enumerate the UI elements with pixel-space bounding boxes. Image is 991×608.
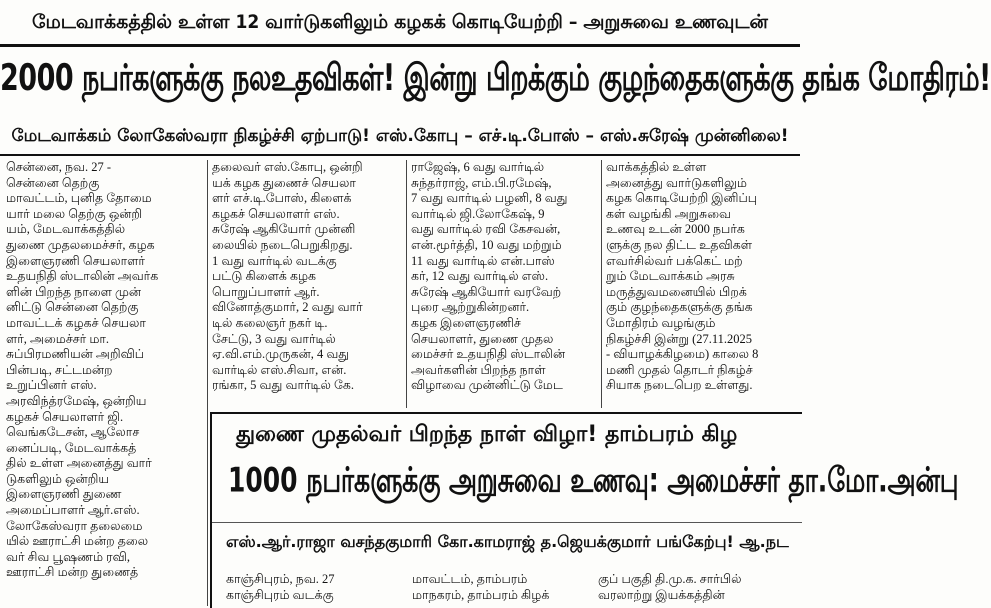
text-line: பொறுப்பாளர் ஆர். [212, 284, 320, 299]
text-line: வரலாற்று இயக்கத்தின் [598, 587, 725, 602]
text-line: லோகேஸ்வரா தலைமை [6, 518, 143, 533]
text-line: உணவு உடன் 2000 நபர்க [606, 222, 745, 237]
text-line: மாநகரம், தாம்பரம் கிழக் [412, 587, 550, 602]
article-column-2 [212, 160, 402, 408]
text-line: செயலாளர், துணை முதல [411, 331, 554, 346]
text-line: யம், மேடவாக்கத்தில் [6, 222, 126, 237]
text-line: மருத்துவமனையில் பிறக் [606, 284, 747, 299]
second-story-banner: 1000 நபர்களுக்கு அறுசுவை உணவு: அமைச்சர் தா.மோ.அன்பு [228, 460, 959, 500]
deck-headline: மேடவாக்கம் லோகேஸ்வரா நிகழ்ச்சி ஏற்பாடு! எஸ்.கோபு – எச்.டி.போஸ் – எஸ்.சுரேஷ் முன்னிலை! [0, 118, 800, 156]
second-story-kicker: துணை முதல்வர் பிறந்த நாள் விழா! தாம்பரம் கிழ [236, 422, 738, 447]
text-line: - வியாழக்கிழமை) காலை 8 [606, 347, 759, 362]
text-line: என்.மூர்த்தி, 10 வது மற்றும் [411, 237, 562, 252]
text-line: புரை ஆற்றுகின்றனர். [411, 300, 530, 315]
text-line: அனைத்து வார்டுகளிலும் [606, 175, 747, 190]
divider [212, 522, 802, 523]
text-line: சுரேஷ் ஆகியோர் வரவேற் [411, 284, 562, 299]
text-line: கள் வழங்கி அறுசுவை [606, 206, 732, 221]
text-line: வர் சிவ பூஷணம் ரவி, [6, 549, 130, 564]
article-column-4 [606, 160, 796, 408]
text-line: சுரேஷ் ஆகியோர் முன்னி [212, 222, 356, 237]
second-story-column-2 [412, 572, 592, 603]
text-line: சென்னை, நவ. 27 - [6, 160, 111, 174]
text-line: அமைப்பாளர் ஆர்.எஸ். [6, 503, 140, 518]
text-line: 7 வது வார்டில் பழனி, 8 வது [411, 191, 568, 206]
banner-headline: 2000 நபர்களுக்கு நலஉதவிகள்! இன்று பிறக்கும் குழந்தைகளுக்கு தங்க மோதிரம்! [0, 57, 991, 100]
text-line: ஊராட்சி மன்ற துணைத் [6, 565, 139, 580]
column-rule [207, 160, 208, 606]
text-line: னைப்படி, மேடவாக்கத் [6, 440, 137, 455]
text-line: கும் குழந்தைகளுக்கு தங்க [606, 300, 753, 315]
text-line: கழகச் செயலாளர் எஸ். [212, 206, 340, 221]
text-line: சேட்டு, 3 வது வார்டில் [212, 331, 336, 346]
column-rule [601, 160, 602, 408]
article-column-3 [411, 160, 597, 408]
column-rule [406, 160, 407, 408]
text-line: மாவட்டம், புனித தோமை [6, 191, 152, 206]
text-line: கழக கொடியேற்றி இனிப்பு [606, 191, 758, 206]
text-line: வார்டில் ஜி.லோகேஷ், 9 [411, 206, 545, 221]
text-line: எவர்சில்வர் பக்கெட் மற் [606, 253, 743, 268]
text-line: அரவிந்த்ரமேஷ், ஒன்றிய [6, 393, 147, 408]
text-line: சியாக நடைபெற உள்ளது. [606, 378, 753, 393]
text-line: யார் மலை தெற்கு ஒன்றி [6, 206, 143, 221]
text-line: பின்படி, சட்டமன்ற [6, 362, 113, 377]
text-line: தலைவர் எஸ்.கோபு, ஒன்றி [212, 160, 363, 174]
text-line: ளின் பிறந்த நாளை முன் [6, 284, 142, 299]
text-line: ராஜேஷ், 6 வது வார்டில் [411, 160, 545, 174]
text-line: ஏ.வி.எம்.முருகன், 4 வது [212, 347, 350, 362]
text-line: சென்னை தெற்கு [6, 175, 100, 190]
text-line: ளர் எச்.டி.போஸ், கிளைக் [212, 191, 352, 206]
second-story-column-1 [226, 572, 396, 603]
text-line: கழகச் செயலாளர் ஜி. [6, 409, 124, 424]
article-column-1 [6, 160, 202, 606]
text-line: யில் ஊராட்சி மன்ற தலை [6, 534, 149, 549]
text-line: இளைஞரணி செயலாளர் [6, 253, 145, 268]
text-line: வாக்கத்தில் உள்ள [606, 160, 707, 174]
text-line: 1 வது வார்டில் வடக்கு [212, 253, 337, 268]
text-line: துணை முதலமைச்சர், கழக [6, 237, 155, 252]
text-line: வார்டில் எஸ்.சிவா, என். [212, 362, 347, 377]
text-line: வெங்கடேசன், ஆலோச [6, 425, 140, 440]
second-story-column-3 [598, 572, 798, 603]
text-line: மோதிரம் வழங்கும் [606, 315, 716, 330]
text-line: உறுப்பினர் எஸ். [6, 378, 97, 393]
text-line: ரங்கா, 5 வது வார்டில் கே. [212, 378, 354, 393]
kicker-headline: மேடவாக்கத்தில் உள்ள 12 வார்டுகளிலும் கழகக் கொடியேற்றி – அறுசுவை உணவுடன் [0, 0, 800, 47]
text-line: காஞ்சிபுரம் வடக்கு [226, 587, 334, 602]
text-line: னிட்டு சென்னை தெற்கு [6, 300, 139, 315]
text-line: இளைஞரணி துணை [6, 487, 122, 502]
text-line: கர், 12 வது வார்டில் எஸ். [411, 269, 549, 284]
text-line: குப் பகுதி தி.மு.க. சார்பில் [598, 572, 742, 586]
text-line: காஞ்சிபுரம், நவ. 27 [226, 572, 335, 586]
text-line: பட்டு கிளைக் கழக [212, 269, 317, 284]
text-line: மாவட்டம், தாம்பரம் [412, 572, 528, 586]
text-line: லையில் நடைபெறுகிறது. [212, 237, 353, 252]
text-line: ளர், அமைச்சர் மா. [6, 331, 110, 346]
text-line: ளுக்கு நல திட்ட உதவிகள் [606, 237, 753, 252]
text-line: உதயநிதி ஸ்டாலின் அவர்க [6, 269, 159, 284]
text-line: டுகளிலும் ஒன்றிய [6, 471, 110, 486]
text-line: டில் கலைஞர் நகர் டி. [212, 315, 328, 330]
text-line: சுப்பிரமணியன் அறிவிப் [6, 347, 145, 362]
text-line: அவர்களின் பிறந்த நாள் [411, 362, 546, 377]
text-line: யக் கழக துணைச் செயலா [212, 175, 356, 190]
text-line: வது வார்டில் ரவி கேசவன், [411, 222, 561, 237]
text-line: கழக இளைஞரணிச் [411, 315, 521, 330]
text-line: நிகழ்ச்சி இன்று (27.11.2025 [606, 331, 753, 346]
text-line: விழாவை முன்னிட்டு மேட [411, 378, 563, 393]
text-line: மணி முதல் தொடர் நிகழ்ச் [606, 362, 753, 377]
text-line: வினோத்குமார், 2 வது வார் [212, 300, 363, 315]
text-line: மாவட்டக் கழகச் செயலா [6, 315, 146, 330]
text-line: சுந்தர்ராஜ், எம்.பி.ரமேஷ், [411, 175, 552, 190]
text-line: தில் உள்ள அனைத்து வார் [6, 456, 152, 471]
text-line: 11 வது வார்டில் என்.பாஸ் [411, 253, 555, 268]
text-line: றும் மேடவாக்கம் அரசு [606, 269, 735, 284]
text-line: மைச்சர் உதயநிதி ஸ்டாலின் [411, 347, 566, 362]
second-story-deck: எஸ்.ஆர்.ராஜா வசந்தகுமாரி கோ.காமராஜ் த.ஜெயக்குமார் பங்கேற்பு! ஆ.நட [226, 532, 789, 551]
second-story-box [210, 412, 959, 608]
